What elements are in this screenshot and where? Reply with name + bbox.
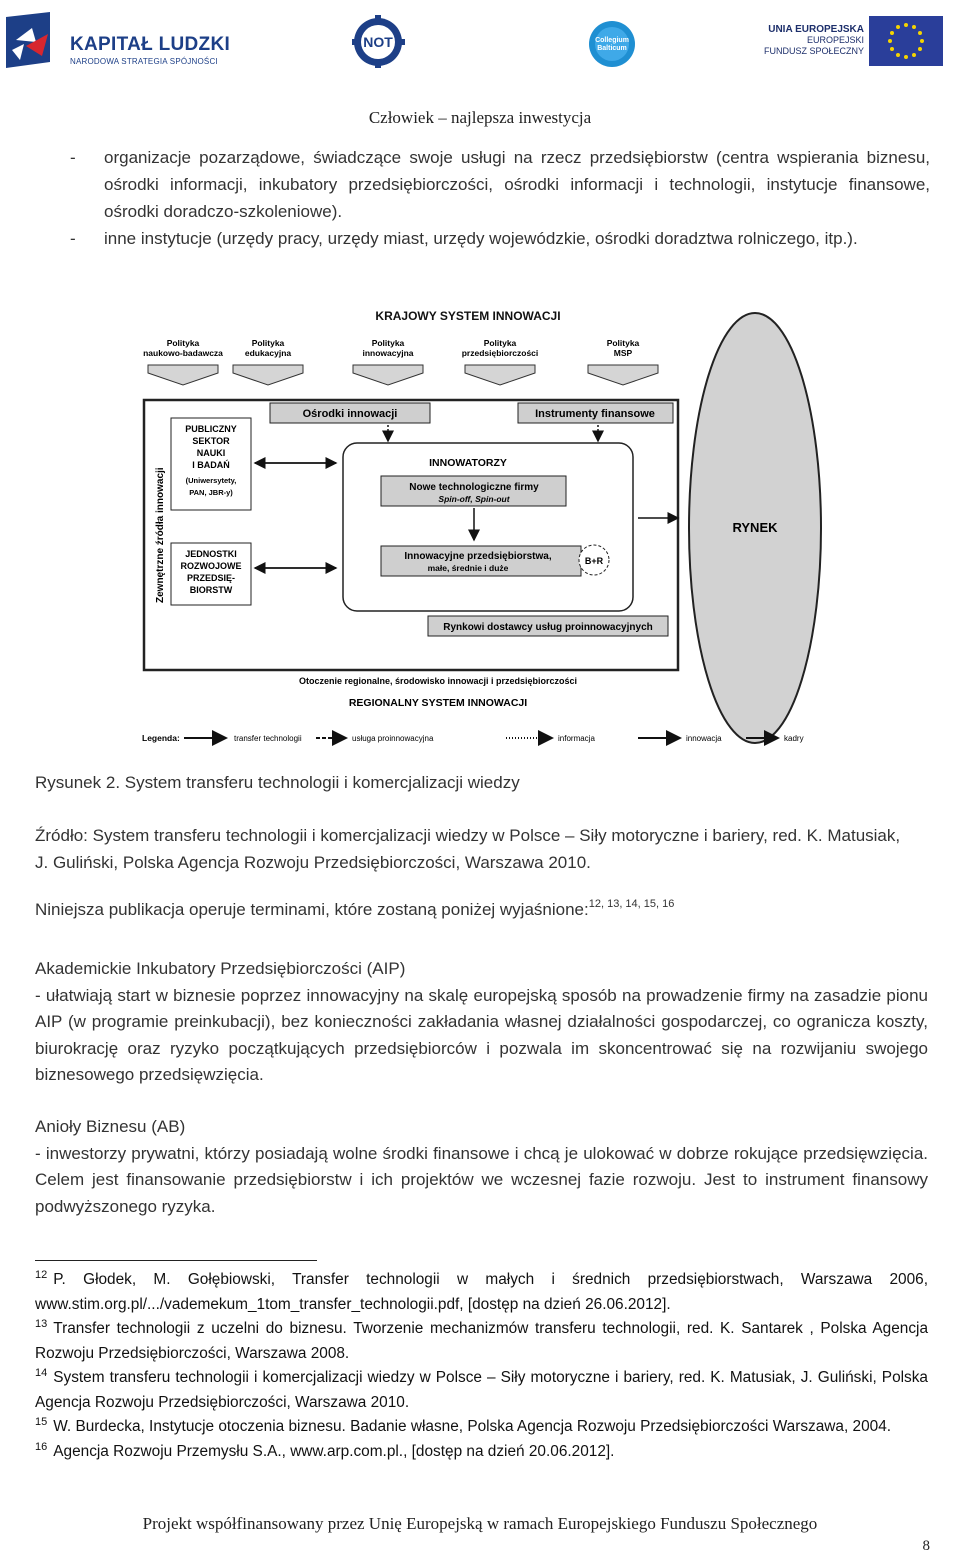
policy-block (353, 338, 423, 385)
bullet-item (70, 225, 930, 252)
kapital-ludzki-logo-icon (6, 12, 66, 68)
intro-paragraph (35, 900, 935, 920)
legend-label: Legenda: (142, 733, 180, 743)
policy-arrow (588, 365, 658, 385)
bullet-dash: - (70, 148, 76, 167)
public-sector-line: (Uniwersytety, (185, 476, 237, 485)
policy-label-1b: naukowo-badawcza (143, 348, 223, 358)
public-sector-line: PUBLICZNY (185, 424, 237, 434)
market-providers-label: Rynkowi dostawcy usług proinnowacyjnych (443, 622, 653, 633)
ue-line1: UNIA EUROPEJSKA (768, 24, 864, 35)
footnote-number: 15 (35, 1416, 48, 1428)
policy-label-3b: innowacyjna (362, 348, 414, 358)
not-logo-text: NOT (363, 34, 393, 50)
policy-block (233, 338, 303, 385)
innovators-label: INNOWATORZY (429, 457, 507, 469)
footnote-text: Transfer technologii z uczelni do biznesu. Tworzenie mechanizmów transferu technologii, red. K. Santarek , Polska Agencja Rozwoju Przedsiębiorczości, Warszawa 2008. (35, 1320, 928, 1362)
kapital-ludzki-title: KAPITAŁ LUDZKI (70, 34, 231, 55)
regional-system-label: REGIONALNY SYSTEM INNOWACJI (348, 697, 528, 709)
not-logo-icon (352, 14, 406, 68)
term-aip (35, 956, 928, 1089)
rd-units-line: ROZWOJOWE (180, 561, 242, 571)
legend-item: innowacja (686, 734, 722, 743)
term-body: - ułatwiają start w biznesie poprzez innowacyjny na skalę europejską sposób na prowadzenie firmy na zasadzie pionu AIP (w programie preinkubacji), bez konieczności zakładania własnej działalności gospodarczej, co ogranicza koszty, biurokrację oraz ryzyko początkujących przedsiębiorców i pozwala im skoncentrować się na rozwijaniu swojego biznesowego przedsięwzięcia. (35, 985, 928, 1084)
policy-arrow (233, 365, 303, 385)
policy-label-4: Polityka (483, 338, 517, 348)
policy-arrow (148, 365, 218, 385)
policy-label-3: Polityka (371, 338, 405, 348)
policy-block (462, 338, 539, 385)
footnote (35, 1317, 928, 1366)
bullet-text: inne instytucje (urzędy pracy, urzędy miast, urzędy wojewódzkie, ośrodki doradztwa rolniczego, itp.). (104, 229, 858, 248)
bullet-text: organizacje pozarządowe, świadczące swoje usługi na rzecz przedsiębiorstw (centra wspierania biznesu, ośrodki informacji, inkubatory przedsiębiorczości, ośrodki informacji i technologii, instytucje finansowe, ośrodki doradczo-szkoleniowe). (104, 148, 930, 221)
bullet-dash: - (70, 229, 76, 248)
spinoff-label: Spin-off, Spin-out (438, 494, 510, 504)
footnote (35, 1440, 928, 1465)
legend-item: informacja (558, 734, 595, 743)
collegium-balticum-logo-icon (588, 20, 636, 68)
market-label: RYNEK (732, 520, 778, 535)
legend-item: usługa proinnowacyjna (352, 734, 434, 743)
intro-text: Niniejsza publikacja operuje terminami, które zostaną poniżej wyjaśnione: (35, 900, 589, 919)
footnote-text: W. Burdecka, Instytucje otoczenia biznesu. Badanie własne, Polska Agencja Rozwoju Przedsiębiorczości Warszawa, 2004. (53, 1418, 892, 1435)
figure-caption: Rysunek 2. System transferu technologii i komercjalizacji wiedzy (35, 773, 520, 792)
term-ab (35, 1114, 928, 1220)
policy-label-5b: MSP (613, 348, 633, 358)
policy-arrow (353, 365, 423, 385)
term-body: - inwestorzy prywatni, którzy posiadają wolne środki finansowe i chcą je ulokować w dobrze rokujące przedsięwzięcia. Celem jest finansowanie przedsiębiorstw i ich projektów we wczesnej fazie rozwoju. Jest to instrument finansowy podwyższonego ryzyka. (35, 1143, 928, 1216)
br-badge-label: B+R (584, 556, 604, 566)
innovation-system-diagram (138, 303, 828, 748)
collegium-line2: Balticum (597, 45, 627, 52)
footnote-number: 13 (35, 1318, 48, 1330)
innovation-centers-label: Ośrodki innowacji (302, 408, 398, 420)
policy-label-4b: przedsiębiorczości (461, 348, 539, 358)
innovative-enterprises-label: Innowacyjne przedsiębiorstwa, (404, 551, 552, 562)
legend-item: kadry (784, 734, 804, 743)
footnote-number: 16 (35, 1441, 48, 1453)
footnote-text: System transferu technologii i komercjalizacji wiedzy w Polsce – Siły motoryczne i bariery, red. K. Matusiak, J. Guliński, Polska Agencja Rozwoju Przedsiębiorczości, Warszawa 2010. (35, 1369, 928, 1411)
footnotes (35, 1268, 928, 1465)
footnote-divider (35, 1260, 317, 1261)
public-sector-line: I BADAŃ (192, 460, 230, 470)
footnote-text: P. Głodek, M. Gołębiowski, Transfer technologii w małych i średnich przedsiębiorstwach, Warszawa 2006, www.stim.org.pl/.../vademekum_1tom_transfer_technologii.pdf, [dostęp na dzień 26.06.2012]. (35, 1271, 928, 1313)
policy-block (143, 338, 223, 385)
environment-label: Otoczenie regionalne, środowisko innowacji i przedsiębiorczości (298, 676, 578, 686)
policy-label-2: Polityka (251, 338, 285, 348)
policy-label-1: Polityka (166, 338, 200, 348)
rd-units-line: BIORSTW (189, 585, 233, 595)
collegium-line1: Collegium (595, 37, 629, 44)
bullet-list (70, 144, 930, 252)
term-title: Anioły Biznesu (AB) (35, 1117, 186, 1136)
footnote-number: 14 (35, 1367, 48, 1379)
bullet-item (70, 144, 930, 225)
term-title: Akademickie Inkubatory Przedsiębiorczości (AIP) (35, 959, 406, 978)
ue-line3: FUNDUSZ SPOŁECZNY (763, 46, 864, 56)
eu-flag-icon (869, 16, 943, 66)
figure-source: Źródło: System transferu technologii i komercjalizacji wiedzy w Polsce – Siły motoryczne i bariery, red. K. Matusiak, J. Guliński, Polska Agencja Rozwoju Przedsiębiorczości, Warszawa 2010. (35, 826, 901, 872)
rd-units-line: JEDNOSTKI (185, 549, 237, 559)
logo-bar (0, 0, 960, 80)
page-number: 8 (922, 1538, 930, 1554)
vertical-label: Zewnętrzne źródła innowacji (155, 467, 166, 603)
new-tech-firms-label: Nowe technologiczne firmy (409, 482, 539, 493)
public-sector-line: SEKTOR (192, 436, 230, 446)
footnote (35, 1268, 928, 1317)
policy-arrow (465, 365, 535, 385)
ue-logo-text (764, 24, 864, 57)
footnote (35, 1415, 928, 1440)
ue-line2: EUROPEJSKI (806, 35, 864, 45)
policy-label-5: Polityka (606, 338, 640, 348)
policy-block (588, 338, 658, 385)
public-sector-line: PAN, JBR-y) (189, 488, 233, 497)
page-footer: Projekt współfinansowany przez Unię Europejską w ramach Europejskiego Funduszu Społecznego (142, 1514, 818, 1533)
kapital-ludzki-subtitle: NARODOWA STRATEGIA SPÓJNOŚCI (70, 57, 218, 66)
legend-item: transfer technologii (234, 734, 302, 743)
financial-instruments-label: Instrumenty finansowe (535, 408, 655, 420)
intro-refs: 12, 13, 14, 15, 16 (588, 898, 675, 910)
diagram-title: KRAJOWY SYSTEM INNOWACJI (375, 309, 561, 323)
enterprise-sizes-label: małe, średnie i duże (427, 563, 509, 573)
policy-label-2b: edukacyjna (244, 348, 292, 358)
rd-units-line: PRZEDSIĘ- (186, 573, 236, 583)
footnote (35, 1366, 928, 1415)
footnote-number: 12 (35, 1269, 48, 1281)
public-sector-line: NAUKI (196, 448, 226, 458)
header-motto: Człowiek – najlepsza inwestycja (368, 108, 592, 127)
footnote-text: Agencja Rozwoju Przemysłu S.A., www.arp.com.pl., [dostęp na dzień 20.06.2012]. (53, 1443, 615, 1460)
